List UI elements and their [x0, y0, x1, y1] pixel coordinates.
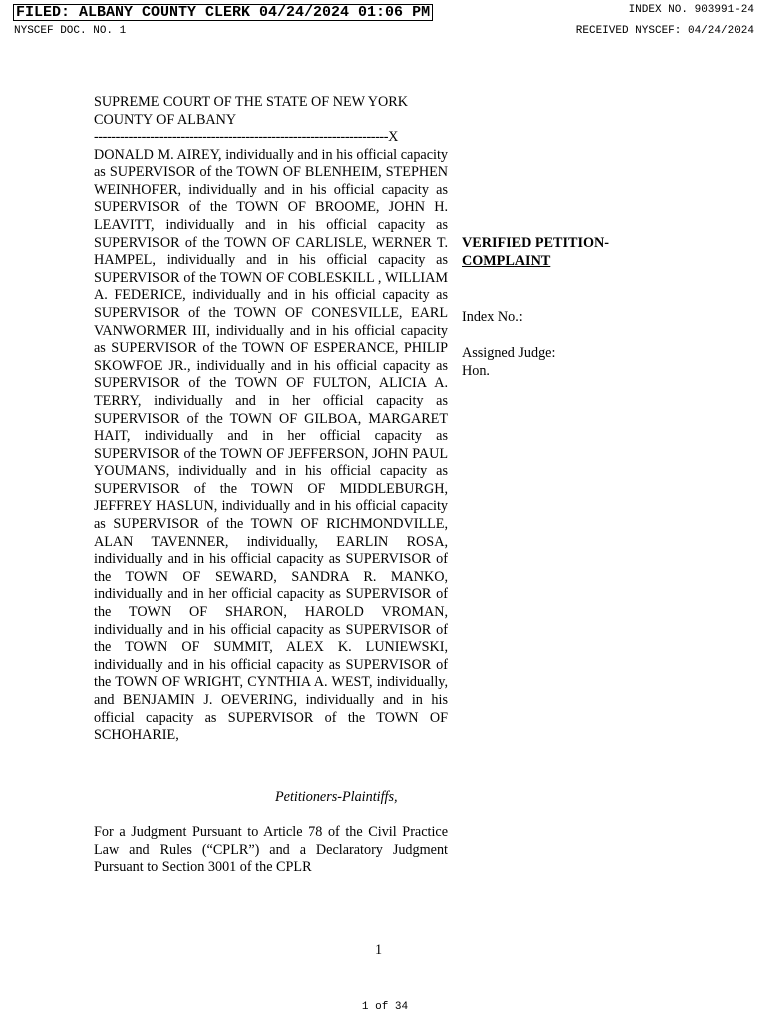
filed-stamp: FILED: ALBANY COUNTY CLERK 04/24/2024 01:06 PM	[13, 4, 433, 21]
party-role: Petitioners-Plaintiffs,	[275, 789, 398, 805]
caption-right-column	[462, 235, 610, 379]
assigned-judge-label: Assigned Judge:	[462, 345, 556, 361]
court-county: COUNTY OF ALBANY	[94, 111, 237, 128]
case-caption	[94, 129, 448, 745]
court-heading	[94, 94, 408, 129]
assigned-judge	[462, 345, 555, 380]
document-type-line2: COMPLAINT	[462, 252, 551, 269]
judgment-description: For a Judgment Pursuant to Article 78 of the Civil Practice Law and Rules (“CPLR”) and a Declaratory Judgment Pursuant to Section 3001 of the CPLR	[94, 824, 448, 876]
index-no-label: Index No.:	[462, 309, 523, 325]
nyscef-doc-number: NYSCEF DOC. NO. 1	[14, 25, 127, 37]
caption-rule: --------------------------------------------------------------------X	[94, 129, 398, 145]
document-type	[462, 235, 609, 270]
received-date: RECEIVED NYSCEF: 04/24/2024	[575, 25, 754, 37]
page-footer: 1 of 34	[361, 1001, 409, 1013]
court-name: SUPREME COURT OF THE STATE OF NEW YORK	[94, 94, 408, 110]
assigned-judge-value: Hon.	[462, 362, 490, 379]
page-number: 1	[375, 942, 383, 958]
index-number: INDEX NO. 903991-24	[628, 4, 754, 16]
caption-parties: DONALD M. AIREY, individually and in his official capacity as SUPERVISOR of the TOWN OF BLENHEIM, STEPHEN WEINHOFER, individually and in his official capacity as SUPERVISOR of the TOWN OF BROOME, JOHN H. LEAVITT, individually and in his official capacity as SUPERVISOR of the TOWN OF CARLISLE, WERNER T. HAMPEL, individually and in his official capacity as SUPERVISOR of the TOWN OF COBLESKILL , WILLIAM A. FEDERICE, individually and in his official capacity as SUPERVISOR of the TOWN OF CONESVILLE, EARL VANWORMER III, individually and in his official capacity as SUPERVISOR of the TOWN OF ESPERANCE, PHILIP SKOWFOE JR., individually and in his official capacity as SUPERVISOR of the TOWN OF FULTON, ALICIA A. TERRY, individually and in her official capacity as SUPERVISOR of the TOWN OF GILBOA, MARGARET HAIT, individually and in her official capacity as SUPERVISOR of the TOWN OF JEFFERSON, JOHN PAUL YOUMANS, individually and in his official capacity as SUPERVISOR of the TOWN OF MIDDLEBURGH, JEFFREY HASLUN, individually and in his official capacity as SUPERVISOR of the TOWN OF RICHMONDVILLE, ALAN TAVENNER, individually, EARLIN ROSA, individually and in his official capacity as SUPERVISOR of the TOWN OF SEWARD, SANDRA R. MANKO, individually and in her official capacity as SUPERVISOR of the TOWN OF SHARON, HAROLD VROMAN, individually and in his official capacity as SUPERVISOR of the TOWN OF SUMMIT, ALEX K. LUNIEWSKI, individually and in his official capacity as SUPERVISOR of the TOWN OF WRIGHT, CYNTHIA A. WEST, individually, and BENJAMIN J. OEVERING, individually and in his official capacity as SUPERVISOR of the TOWN OF SCHOHARIE,	[94, 146, 448, 744]
document-type-line1: VERIFIED PETITION-	[462, 235, 610, 251]
